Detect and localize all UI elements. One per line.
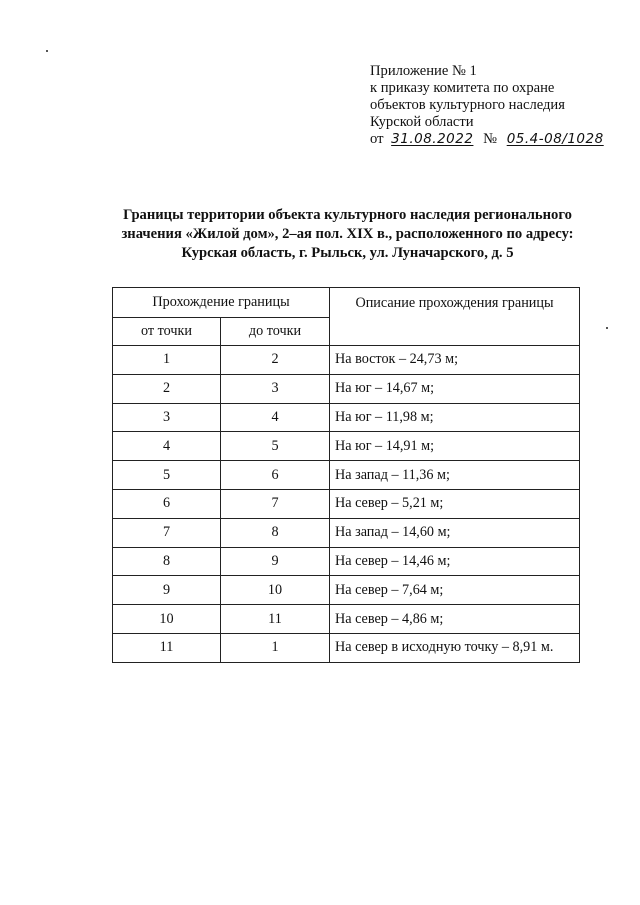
header-to-point: до точки	[221, 318, 330, 346]
cell-from-point: 3	[113, 403, 221, 432]
cell-to-point: 3	[221, 374, 330, 403]
title-line-2: значения «Жилой дом», 2–ая пол. XIX в., расположенного по адресу:	[121, 226, 574, 242]
cell-from-point: 6	[113, 489, 221, 518]
boundary-table	[112, 287, 580, 663]
cell-to-point: 7	[221, 489, 330, 518]
attachment-line-3: объектов культурного наследия	[370, 97, 565, 113]
cell-from-point: 8	[113, 547, 221, 576]
cell-description: На юг – 14,67 м;	[330, 374, 580, 403]
cell-description: На север – 7,64 м;	[330, 576, 580, 605]
number-label: №	[483, 131, 498, 147]
cell-from-point: 11	[113, 633, 221, 662]
cell-from-point: 4	[113, 432, 221, 461]
cell-from-point: 1	[113, 346, 221, 375]
title-line-3: Курская область, г. Рыльск, ул. Луначарского, д. 5	[181, 245, 514, 261]
table-row	[113, 346, 580, 375]
cell-to-point: 2	[221, 346, 330, 375]
cell-description: На север – 14,46 м;	[330, 547, 580, 576]
attachment-line-1: Приложение № 1	[370, 63, 477, 79]
table-row	[113, 633, 580, 662]
from-label: от	[370, 131, 384, 147]
cell-from-point: 2	[113, 374, 221, 403]
cell-from-point: 10	[113, 605, 221, 634]
header-passage: Прохождение границы	[113, 288, 330, 318]
table-row	[113, 489, 580, 518]
cell-description: На восток – 24,73 м;	[330, 346, 580, 375]
handwritten-date: 31.08.2022	[391, 131, 474, 147]
cell-description: На запад – 14,60 м;	[330, 518, 580, 547]
attachment-line-2: к приказу комитета по охране	[370, 80, 555, 96]
cell-from-point: 9	[113, 576, 221, 605]
cell-to-point: 6	[221, 461, 330, 490]
cell-to-point: 1	[221, 633, 330, 662]
cell-description: На север в исходную точку – 8,91 м.	[330, 633, 580, 662]
cell-description: На юг – 11,98 м;	[330, 403, 580, 432]
table-row	[113, 576, 580, 605]
cell-to-point: 5	[221, 432, 330, 461]
table-row	[113, 403, 580, 432]
cell-to-point: 10	[221, 576, 330, 605]
attachment-line-4: Курской области	[370, 114, 474, 130]
table-row	[113, 605, 580, 634]
header-description: Описание прохождения границы	[330, 288, 580, 346]
table-row	[113, 374, 580, 403]
cell-to-point: 4	[221, 403, 330, 432]
cell-from-point: 5	[113, 461, 221, 490]
table-header	[113, 288, 580, 346]
cell-to-point: 9	[221, 547, 330, 576]
table-body	[113, 346, 580, 663]
cell-description: На юг – 14,91 м;	[330, 432, 580, 461]
header-from-point: от точки	[113, 318, 221, 346]
handwritten-order-number: 05.4-08/1028	[506, 131, 604, 147]
cell-to-point: 11	[221, 605, 330, 634]
cell-description: На север – 4,86 м;	[330, 605, 580, 634]
table-row	[113, 518, 580, 547]
table-row	[113, 461, 580, 490]
table-row	[113, 547, 580, 576]
cell-description: На запад – 11,36 м;	[330, 461, 580, 490]
document-title	[60, 206, 635, 263]
attachment-order-line	[370, 131, 604, 148]
attachment-block	[370, 63, 604, 148]
cell-description: На север – 5,21 м;	[330, 489, 580, 518]
scan-speck	[46, 50, 48, 52]
scan-speck	[606, 327, 608, 329]
cell-from-point: 7	[113, 518, 221, 547]
title-line-1: Границы территории объекта культурного наследия регионального	[123, 207, 572, 223]
table-row	[113, 432, 580, 461]
cell-to-point: 8	[221, 518, 330, 547]
